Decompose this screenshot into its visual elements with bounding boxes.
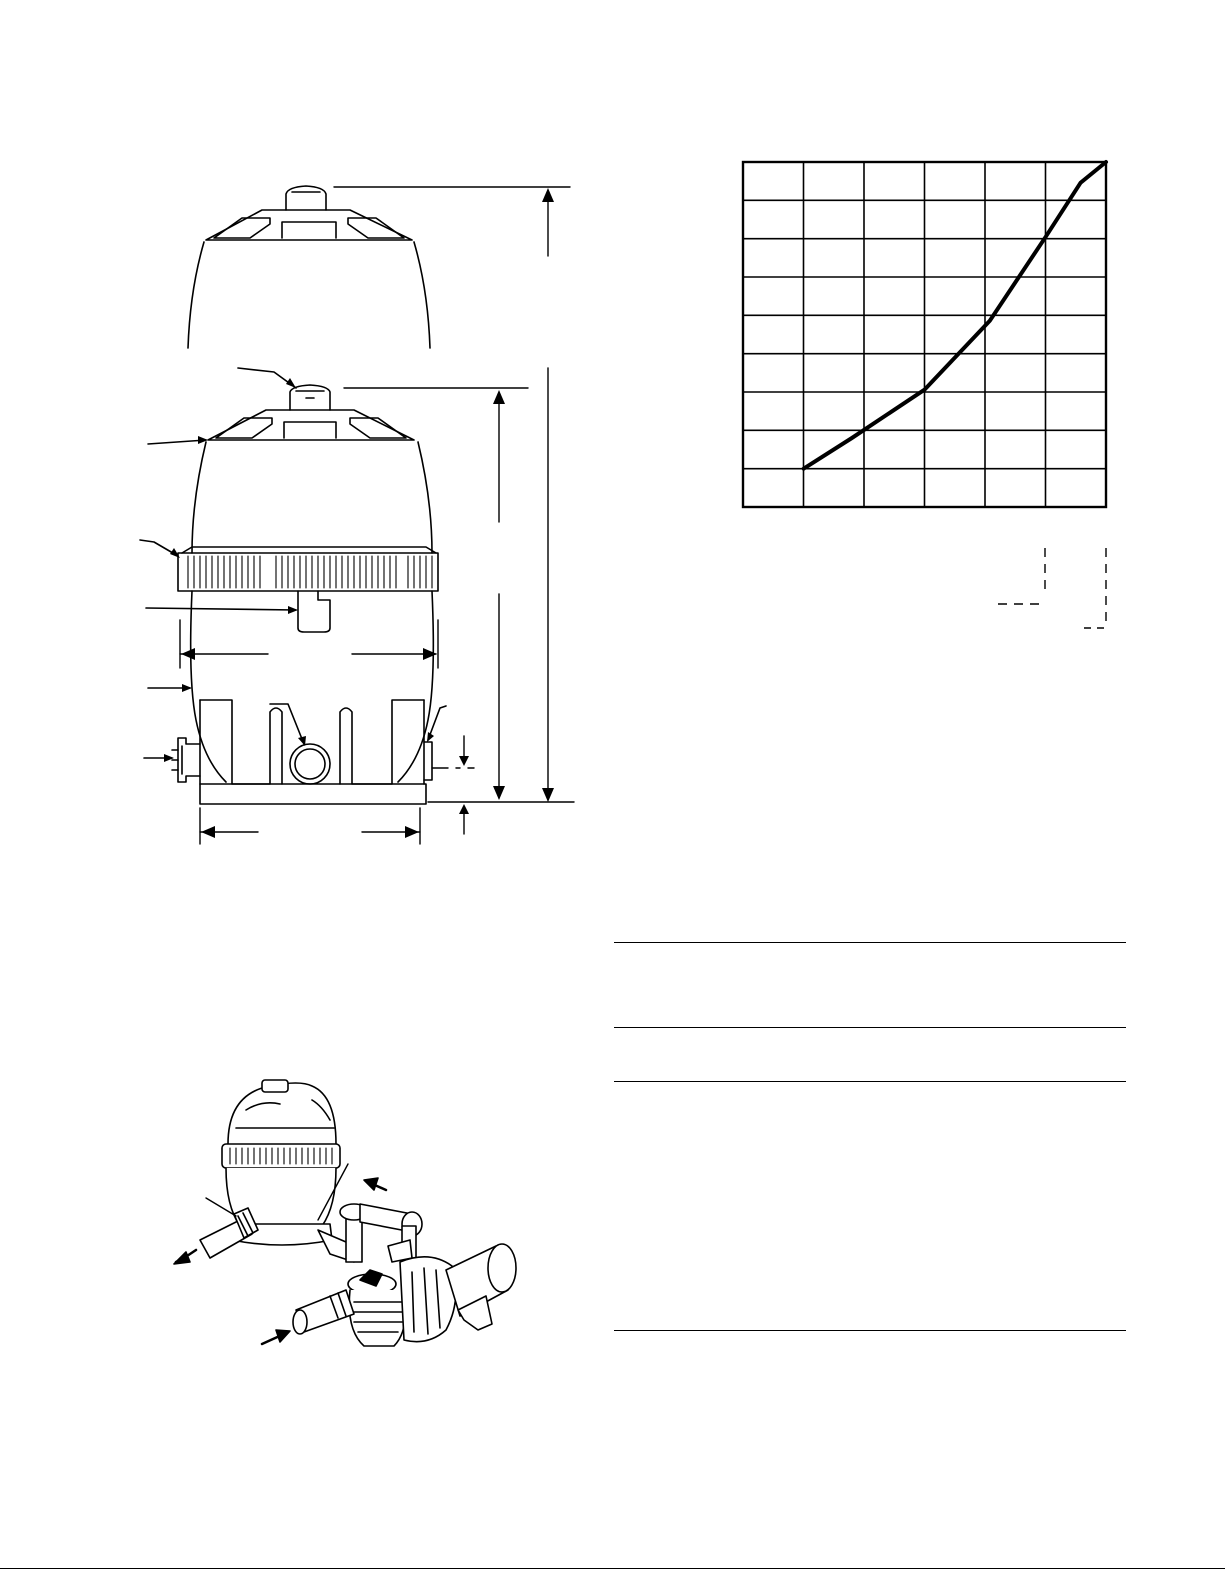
- pump-strainer-housing: [349, 1290, 405, 1346]
- pump: [348, 1244, 516, 1346]
- inlet-hose: [293, 1290, 354, 1334]
- connecting-pipe: [318, 1204, 422, 1262]
- installed-clamp-ring: [222, 1144, 340, 1168]
- page-footer-rule: [0, 1568, 1225, 1569]
- outlet-hose: [200, 1208, 258, 1258]
- installed-filter-knob: [262, 1080, 288, 1092]
- pump-motor-end: [488, 1244, 516, 1292]
